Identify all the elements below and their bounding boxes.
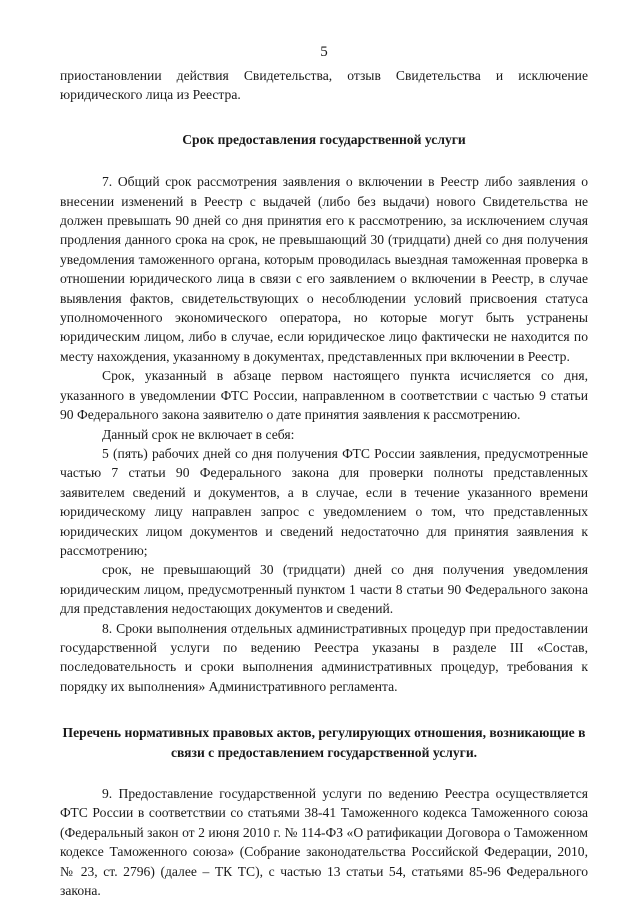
paragraph-five-days: 5 (пять) рабочих дней со дня получения ФТС России заявления, предусмотренные частью 7 статьи 90 Федерального закона для проверки полноты представленных заявителем сведений и документов, а в случае, если в течение указанного времени юридическому лицу направлен запрос с уведомлением о том, что представленных юридических лицом документов и сведений недостаточно для принятия заявления к рассмотрению; [60, 445, 588, 558]
paragraph-term-calculation: Срок, указанный в абзаце первом настоящего пункта исчисляется со дня, указанного в уведомлении ФТС России, направленном в соответствии с частью 9 статьи 90 Федерального закона заявителю о дате принятия заявления к рассмотрению. [60, 368, 588, 423]
document-page [60, 0, 588, 905]
section-heading-service-term: Срок предоставления государственной услуги [182, 131, 466, 147]
paragraph-thirty-days: срок, не превышающий 30 (тридцати) дней со дня получения уведомления юридическим лицом, предусмотренный пунктом 1 части 8 статьи 90 Федерального закона для представления недостающих документов и сведений. [60, 562, 588, 617]
intro-paragraph: приостановлении действия Свидетельства, отзыв Свидетельства и исключение юридического лица из Реестра. [60, 68, 588, 103]
paragraph-8: 8. Сроки выполнения отдельных административных процедур при предоставлении государственной услуги по ведению Реестра указаны в разделе III «Состав, последовательность и сроки выполнения административных процедур, требования к порядку их выполнения» Административного регламента. [60, 620, 588, 694]
page-number: 5 [320, 44, 328, 60]
paragraph-7: 7. Общий срок рассмотрения заявления о включении в Реестр либо заявления о внесении изменений в Реестр с выдачей (либо без выдачи) нового Свидетельства не должен превышать 90 дней со дня принятия его к рассмотрению, за исключением случая продления данного срока на срок, не превышающий 30 (тридцати) дней со дня получения уведомления таможенного органа, которым проводилась выездная таможенная проверка в отношении юридического лица в связи с его заявлением о включении в Реестр, в случае выявления фактов, свидетельствующих о несоблюдении условий присвоения статуса уполномоченного экономического оператора, но которые могут быть устранены юридическим лицом, либо в случае, если юридическое лицо фактически не находится по месту нахождения, указанному в документах, представленных при включении в Реестр. [60, 174, 588, 364]
section-heading-legal-acts: Перечень нормативных правовых актов, регулирующих отношения, возникающие в связи с предоставлением государственной услуги. [62, 725, 586, 760]
document-body [60, 66, 588, 900]
paragraph-9: 9. Предоставление государственной услуги по ведению Реестра осуществляется ФТС России в соответствии со статьями 38-41 Таможенного кодекса Таможенного союза (Федеральный закон от 2 июня 2010 г. № 114-ФЗ «О ратификации Договора о Таможенном кодексе Таможенного союза» (Собрание законодательства Российской Федерации, 2010, № 23, ст. 2796) (далее – ТК ТС), с частью 13 статьи 54, статьями 85-96 Федерального закона. [60, 786, 588, 899]
paragraph-term-excludes: Данный срок не включает в себя: [102, 426, 295, 442]
